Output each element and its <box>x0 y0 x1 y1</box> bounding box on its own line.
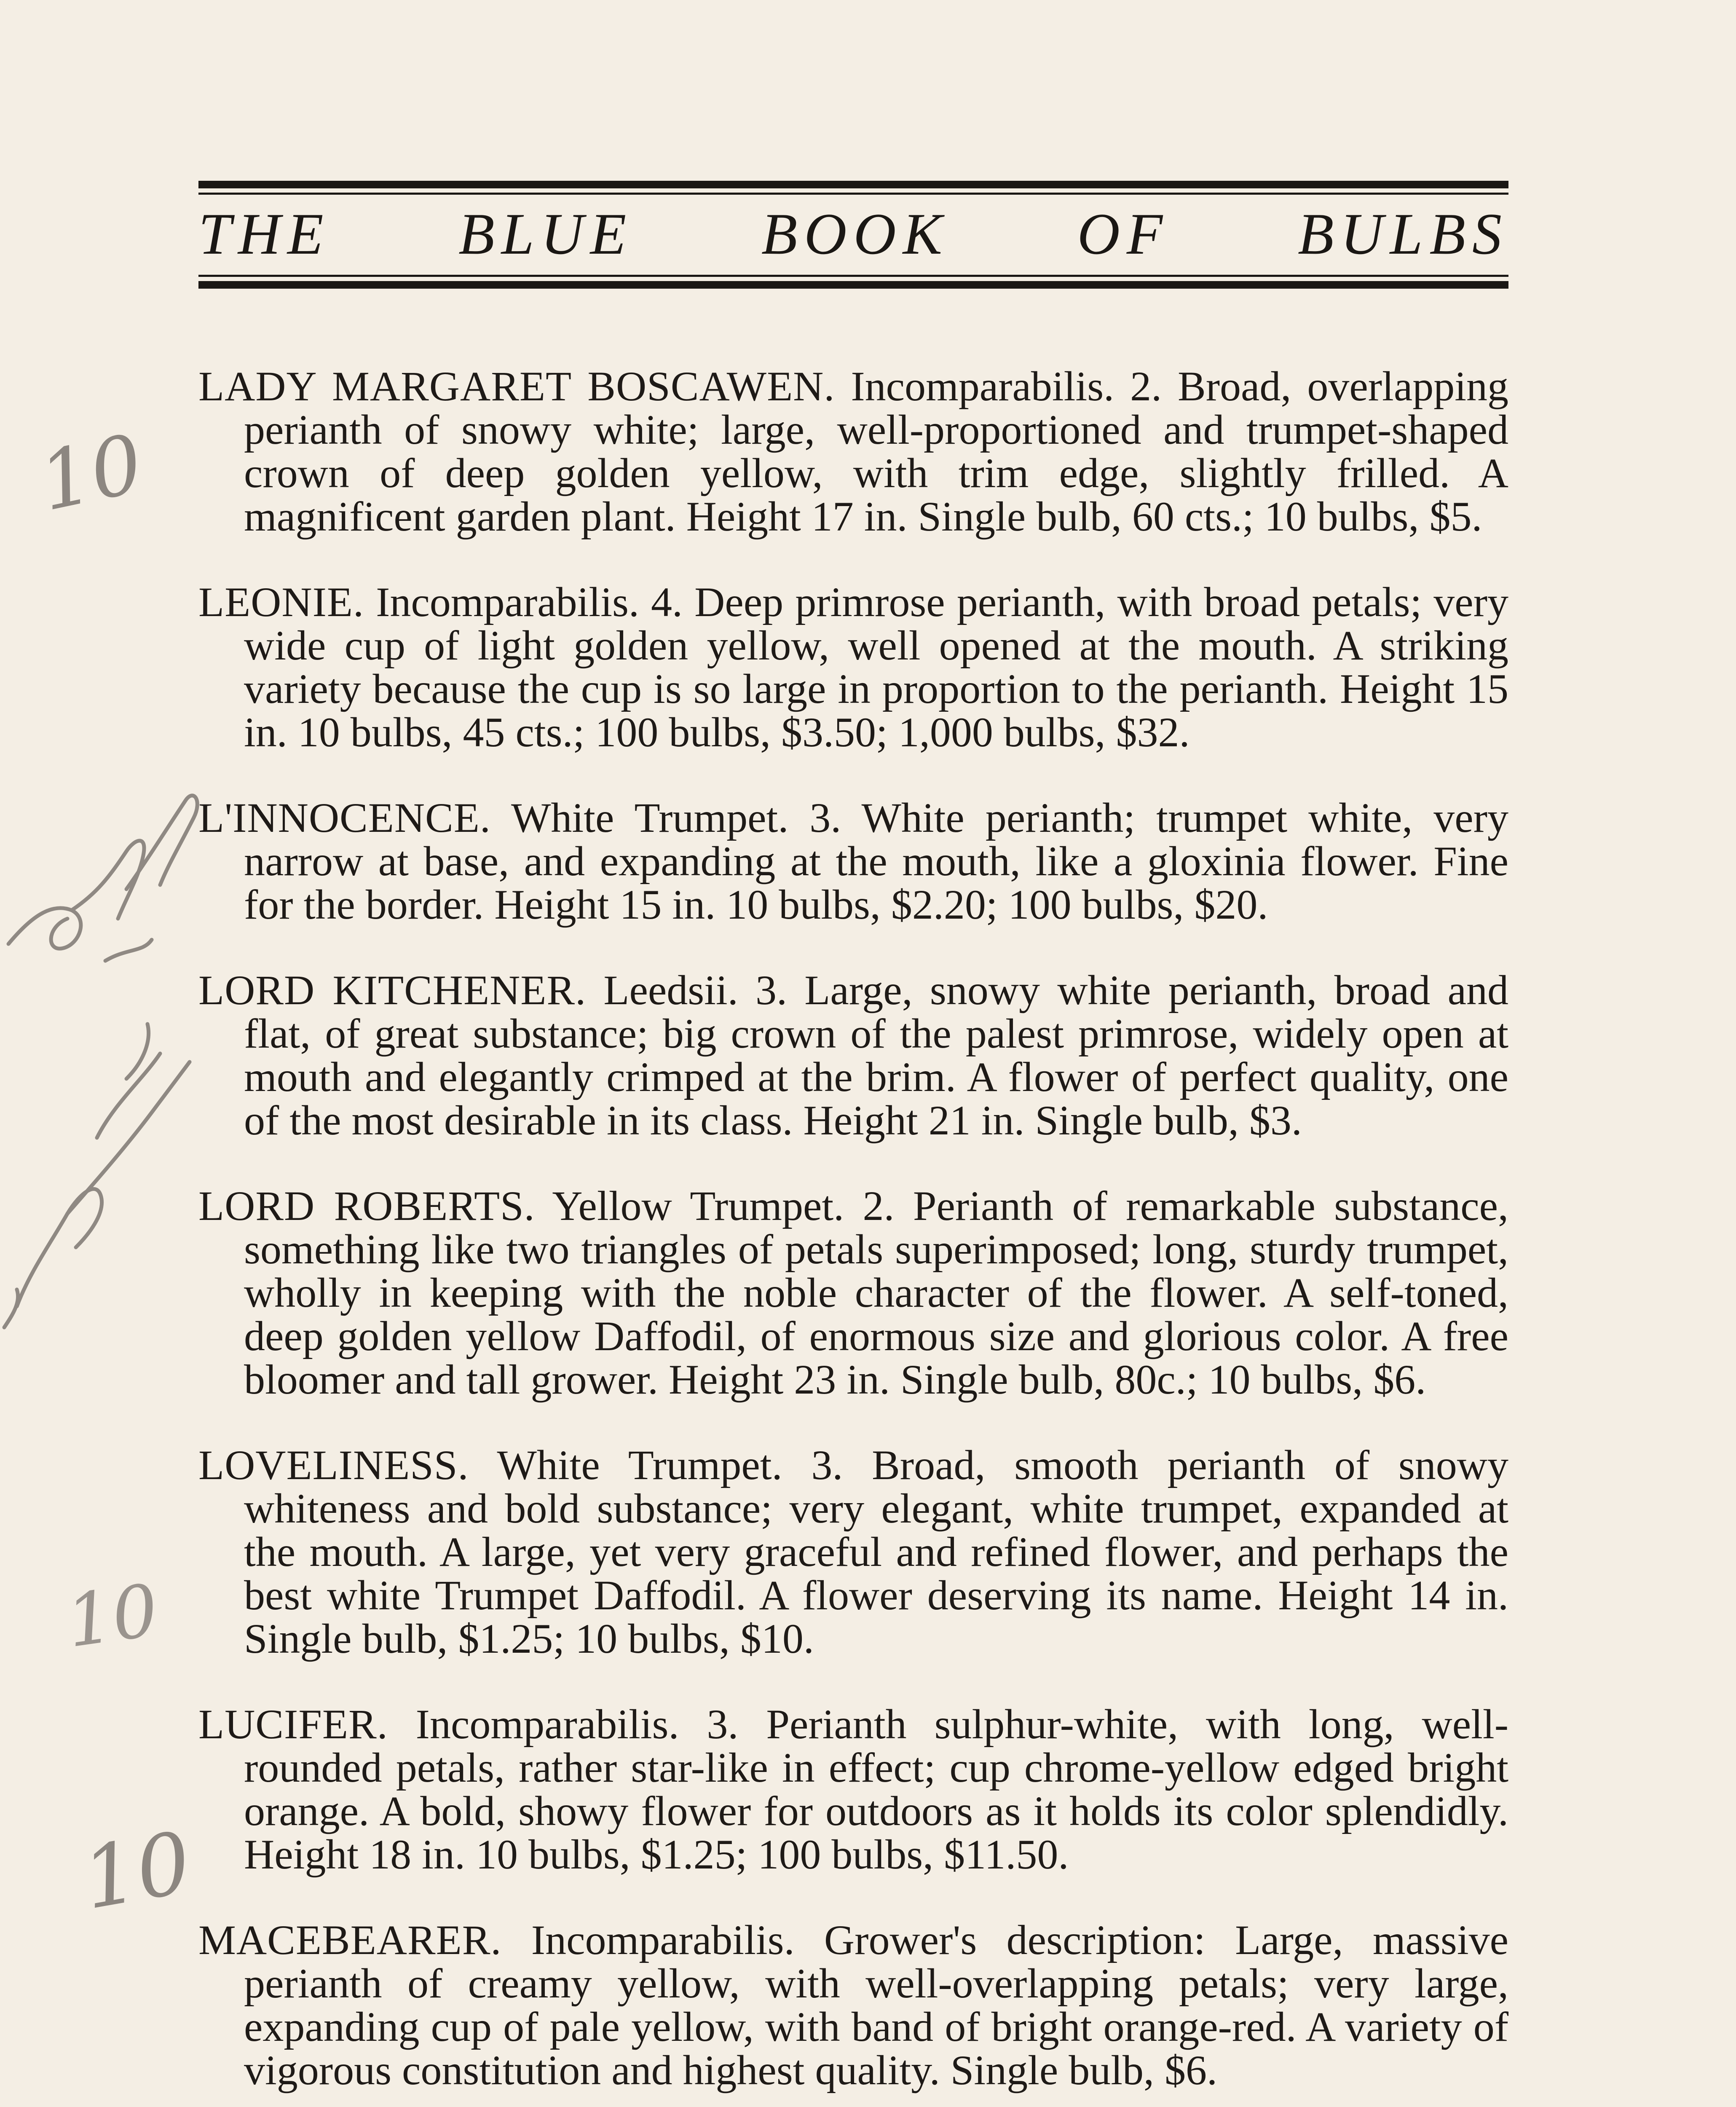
variety-description: Incomparabilis. 4. Deep primrose perianth, with broad petals; very wide cup of light golden yellow, well opened at the mouth. A striking variety because the cup is so large in proportion to the perianth. Height 15 in. 10 bulbs, 45 cts.; 100 bulbs, $3.50; 1,000 bulbs, $32. <box>244 579 1508 756</box>
running-head-word: BOOK <box>761 201 949 267</box>
running-head-word: THE <box>198 201 330 267</box>
variety-name: LUCIFER. <box>198 1701 388 1748</box>
variety-name: LADY MARGARET BOSCAWEN. <box>198 363 835 410</box>
catalog-entry <box>198 1702 1508 1876</box>
header-rule-bottom-thin <box>198 275 1508 277</box>
header-rule-top-thin <box>198 193 1508 195</box>
catalog-entry <box>198 580 1508 754</box>
variety-name: LORD KITCHENER. <box>198 967 587 1013</box>
pencil-note-10: 10 <box>75 1813 198 1929</box>
variety-description: Leedsii. 3. Large, snowy white perianth, broad and flat, of great substance; big crown of the palest primrose, widely open at mouth and elegantly crimped at the brim. A flower of perfect quality, one of the most desirable in its class. Height 21 in. Single bulb, $3. <box>244 967 1508 1144</box>
catalog-entry <box>198 365 1508 538</box>
variety-description: Incomparabilis. 3. Perianth sulphur-white, with long, well-rounded petals, rather star-like in effect; cup chrome-yellow edged bright orange. A bold, showy flower for outdoors as it holds its color splendidly. Height 18 in. 10 bulbs, $1.25; 100 bulbs, $11.50. <box>244 1701 1508 1878</box>
pencil-note-10: 10 <box>61 1568 163 1664</box>
running-head-word: OF <box>1077 201 1170 267</box>
variety-name: LOVELINESS. <box>198 1442 469 1488</box>
header-rule-bottom-thick <box>198 281 1508 289</box>
running-head <box>198 198 1508 270</box>
pencil-note-10: 10 <box>32 416 151 529</box>
catalog-entries <box>198 322 1508 2107</box>
variety-description: Yellow Trumpet. 2. Perianth of remarkable substance, something like two triangles of petals superimposed; long, sturdy trumpet, wholly in keeping with the noble character of the flower. A self-toned, deep golden yellow Daffodil, of enormous size and glorious color. A free bloomer and tall grower. Height 23 in. Single bulb, 80c.; 10 bulbs, $6. <box>244 1182 1508 1403</box>
variety-description: White Trumpet. 3. White perianth; trumpet white, very narrow at base, and expanding at the mouth, like a gloxinia flower. Fine for the border. Height 15 in. 10 bulbs, $2.20; 100 bulbs, $20. <box>244 794 1508 928</box>
variety-description: Incomparabilis. Grower's description: Large, massive perianth of creamy yellow, with well-overlapping petals; very large, expanding cup of pale yellow, with band of bright orange-red. A variety of vigorous constitution and highest quality. Single bulb, $6. <box>244 1917 1508 2094</box>
catalog-entry <box>198 968 1508 1142</box>
variety-name: LORD ROBERTS. <box>198 1182 535 1229</box>
catalog-entry <box>198 1184 1508 1401</box>
catalog-entry <box>198 1443 1508 1660</box>
variety-description: White Trumpet. 3. Broad, smooth perianth of snowy whiteness and bold substance; very elegant, white trumpet, expanded at the mouth. A large, yet very graceful and refined flower, and perhaps the best white Trumpet Daffodil. A flower deserving its name. Height 14 in. Single bulb, $1.25; 10 bulbs, $10. <box>244 1442 1508 1662</box>
catalog-entry <box>198 796 1508 926</box>
variety-name: MACEBEARER. <box>198 1917 502 1963</box>
running-head-word: BULBS <box>1297 201 1508 267</box>
variety-name: LEONIE. <box>198 579 364 625</box>
pencil-scribble <box>4 796 197 1327</box>
catalog-entry <box>198 1918 1508 2092</box>
running-head-word: BLUE <box>458 201 633 267</box>
variety-description: Incomparabilis. 2. Broad, overlapping perianth of snowy white; large, well-proportioned and trumpet-shaped crown of deep golden yellow, with trim edge, slightly frilled. A magnificent garden plant. Height 17 in. Single bulb, 60 cts.; 10 bulbs, $5. <box>244 363 1508 540</box>
header-rule-top-thick <box>198 181 1508 188</box>
variety-name: L'INNOCENCE. <box>198 794 491 841</box>
